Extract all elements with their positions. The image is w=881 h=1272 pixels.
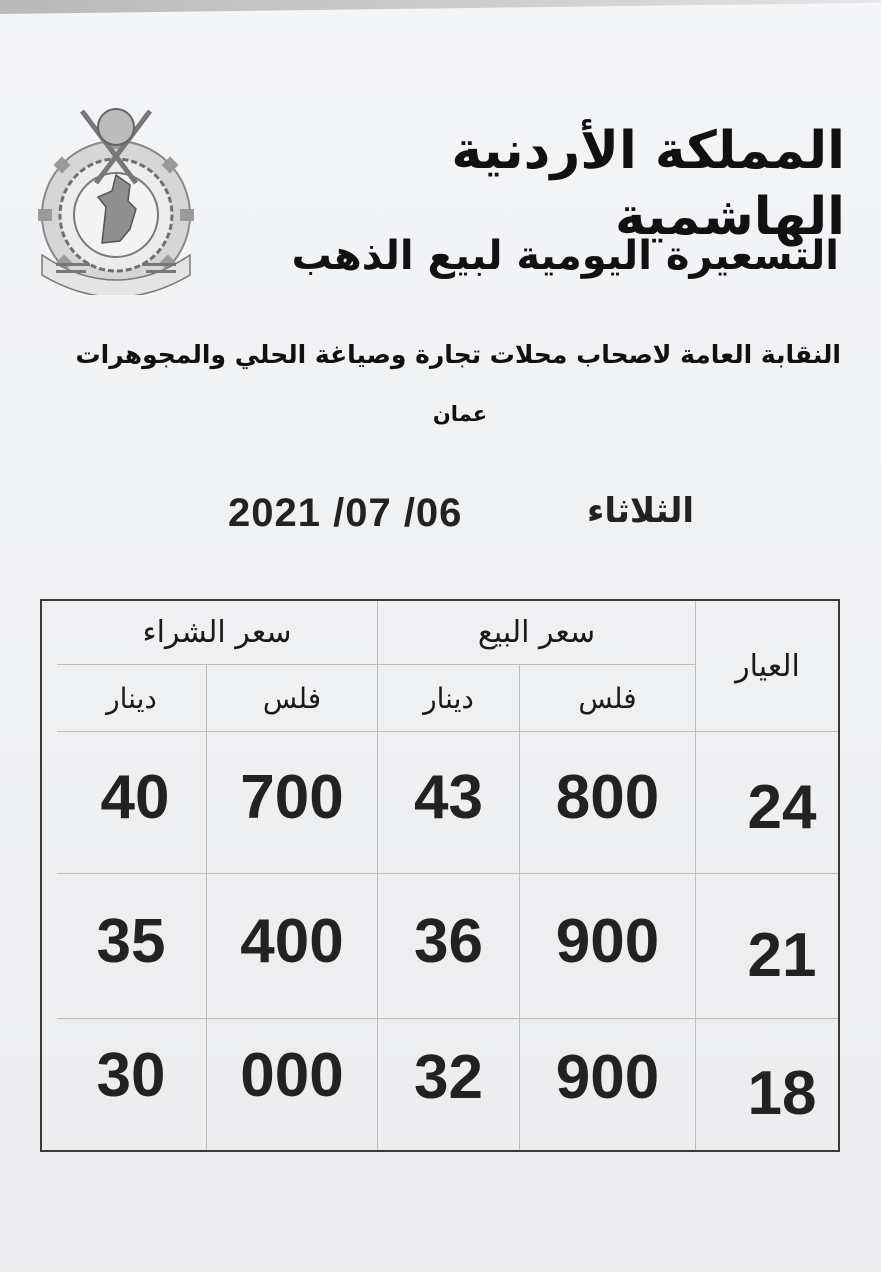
sell-fils-21: 900	[555, 907, 660, 976]
sell-dinar-21: 36	[414, 907, 483, 976]
buy-price-header: سعر الشراء	[142, 615, 292, 650]
date-line	[200, 484, 720, 544]
buy-dinar-header: دينار	[106, 682, 157, 715]
buy-fils-21: 400	[240, 907, 344, 976]
daily-gold-pricing-title: التسعيرة اليومية لبيع الذهب	[291, 233, 839, 279]
grid-line	[57, 664, 695, 665]
sell-fils-24: 800	[555, 763, 660, 832]
karat-18: 18	[747, 1059, 817, 1128]
karat-21: 21	[747, 921, 817, 990]
sell-dinar-header: دينار	[423, 682, 474, 715]
grid-line	[57, 873, 838, 874]
grid-line	[57, 1018, 838, 1019]
sell-fils-header: فلس	[578, 682, 637, 715]
weekday: الثلاثاء	[586, 491, 694, 531]
country-title: المملكة الأردنية الهاشمية	[451, 121, 845, 247]
karat-24: 24	[747, 773, 817, 842]
buy-dinar-24: 40	[100, 763, 170, 832]
union-emblem-logo	[36, 105, 196, 295]
buy-dinar-21: 35	[96, 907, 166, 976]
buy-fils-header: فلس	[262, 682, 322, 715]
karat-header: العيار	[735, 649, 800, 684]
sell-dinar-24: 43	[414, 763, 483, 832]
buy-fils-24: 700	[240, 763, 344, 832]
grid-line	[57, 731, 838, 732]
gold-price-table	[40, 599, 840, 1152]
union-name: النقابة العامة لاصحاب محلات تجارة وصياغة الحلي والمجوهرات	[75, 340, 841, 369]
grid-line	[695, 601, 696, 1150]
buy-fils-18: 000	[240, 1041, 344, 1110]
date-value: 2021 /07 /06	[228, 491, 463, 535]
sell-price-header: سعر البيع	[477, 615, 596, 650]
city-name: عمان	[432, 402, 488, 426]
buy-dinar-18: 30	[96, 1041, 166, 1110]
sell-fils-18: 900	[555, 1043, 660, 1112]
sell-dinar-18: 32	[414, 1043, 483, 1112]
